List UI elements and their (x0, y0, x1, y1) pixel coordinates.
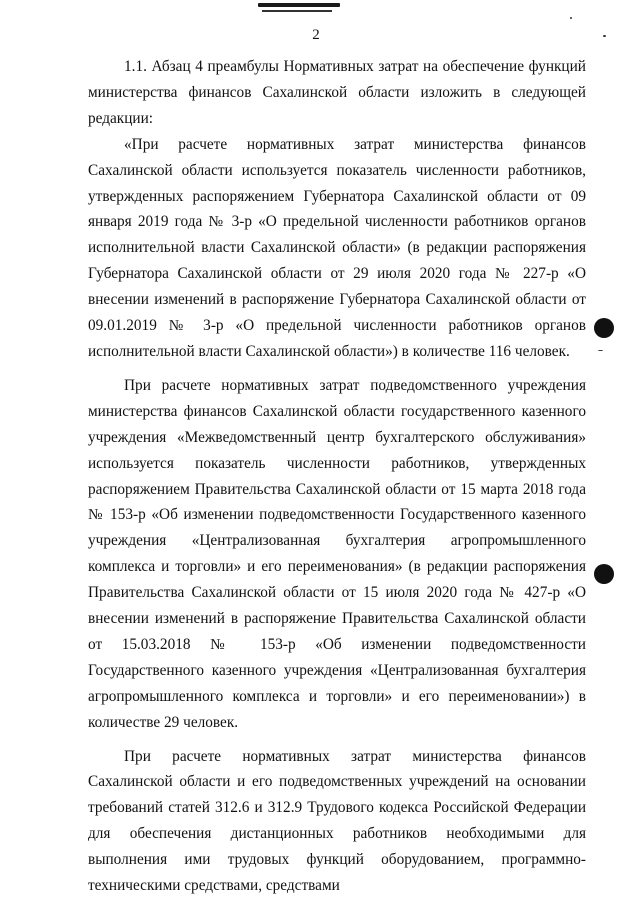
page-number: 2 (312, 27, 320, 43)
scan-speck (598, 350, 603, 351)
paragraph-ministry-staff: «При расчете нормативных затрат министерства финансов Сахалинской области используется показатель численности работников, утвержденных распоряжением Губернатора Сахалинской области от 09 января 2019 года № 3-р «О предельной численности работников органов исполнительной власти Сахалинской области» (в редакции распоряжения Губернатора Сахалинской области от 29 июля 2020 года № 227-р «О внесении изменений в распоряжение Губернатора Сахалинской области от 09.01.2019 № 3-р «О предельной численности работников органов исполнительной власти Сахалинской области») в количестве 116 человек. (88, 135, 586, 360)
scan-top-mark-line (262, 10, 332, 12)
document-body (88, 54, 586, 899)
scan-top-mark (258, 3, 340, 7)
paragraph-subordinate-institution: При расчете нормативных затрат подведомственного учреждения министерства финансов Сахалинской области государственного казенного учреждения «Межведомственный центр бухгалтерского обслуживания» используется показатель численности работников, утвержденных распоряжением Правительства Сахалинской области от 15 марта 2018 года № 153-р «Об изменении подведомственности Государственного казенного учреждения «Централизованная бухгалтерия агропромышленного комплекса и торговли» и его переименования» (в редакции распоряжения Правительства Сахалинской области от 15 июля 2020 года № 427-р «О внесении изменений в распоряжение Правительства Сахалинской области от 15.03.2018 № 153-р «Об изменении подведомственности Государственного казенного учреждения «Централизованная бухгалтерия агропромышленного комплекса и торговли» и его переименовании») в количестве 29 человек. (88, 376, 586, 731)
hole-punch-bottom (594, 564, 614, 584)
hole-punch-top (594, 318, 614, 338)
paragraph-remote-workers: При расчете нормативных затрат министерства финансов Сахалинской области и его подведомственных учреждений на основании требований статей 312.6 и 312.9 Трудового кодекса Российской Федерации для обеспечения дистанционных работников необходимыми для выполнения ими трудовых функций оборудованием, программно-техническими средствами, средствами (88, 747, 586, 895)
scan-speck (570, 17, 572, 19)
paragraph-amendment-intro: 1.1. Абзац 4 преамбулы Нормативных затрат на обеспечение функций министерства финансов Сахалинской области изложить в следующей редакции: (88, 58, 586, 127)
